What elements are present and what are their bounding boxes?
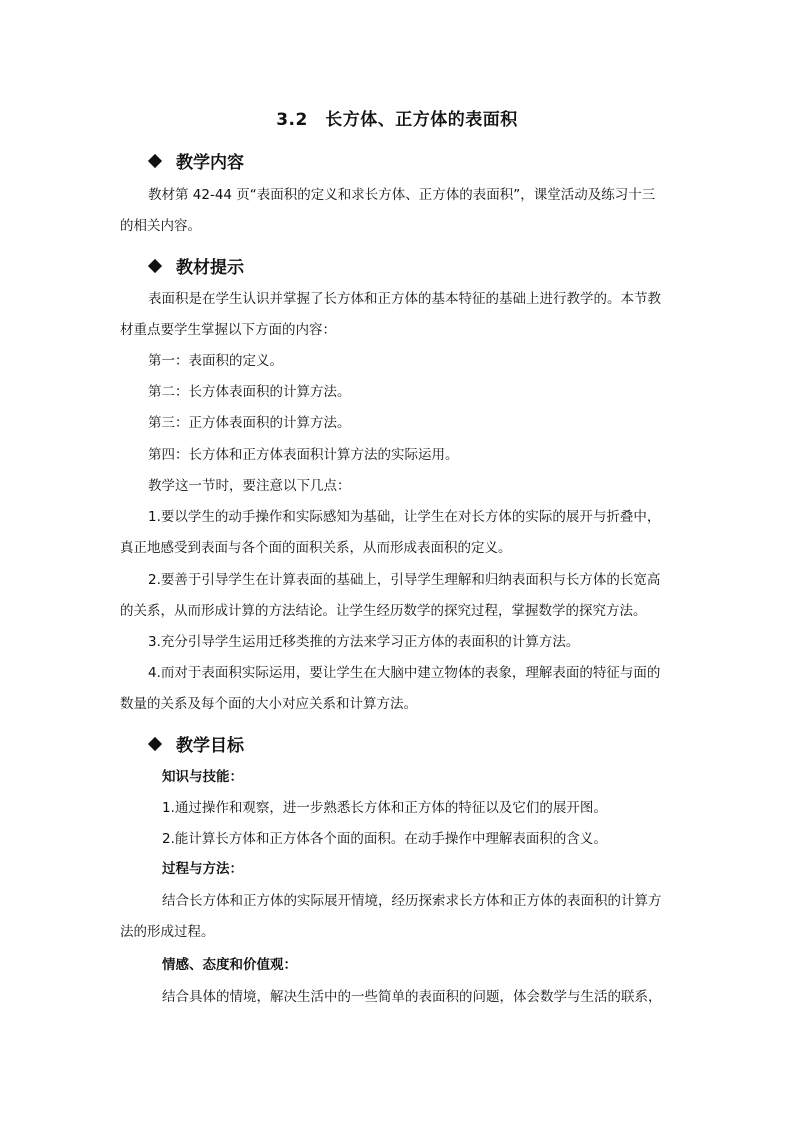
list-item: 1.通过操作和观察，进一步熟悉长方体和正方体的特征以及它们的展开图。 [162,800,607,816]
list-item: 第四：长方体和正方体表面积计算方法的实际运用。 [148,447,459,463]
subheading-knowledge-skills: 知识与技能： [162,769,243,785]
list-item: 2.能计算长方体和正方体各个面的面积。在动手操作中理解表面积的含义。 [162,831,607,847]
paragraph-line: 教学这一节时，要注意以下几点： [148,478,351,494]
diamond-bullet-icon [148,153,162,167]
section-heading-label: 教学内容 [176,153,244,173]
section-heading-label: 教材提示 [176,258,244,278]
paragraph-line: 法的形成过程。 [120,924,215,940]
list-item: 第一：表面积的定义。 [148,353,283,369]
subheading-emotion-attitude: 情感、态度和价值观： [162,957,297,973]
list-item: 4.而对于表面积实际运用，要让学生在大脑中建立物体的表象，理解表面的特征与面的 [148,665,661,681]
section-heading-content [148,148,244,173]
paragraph-line: 的关系，从而形成计算的方法结论。让学生经历数学的探究过程，掌握数学的探究方法。 [120,603,647,619]
section-heading-hints [148,253,244,278]
list-item: 1.要以学生的动手操作和实际感知为基础，让学生在对长方体的实际的展开与折叠中， [148,509,661,525]
section-heading-label: 教学目标 [176,736,244,756]
section-heading-goals [148,731,244,756]
paragraph-line: 结合长方体和正方体的实际展开情境，经历探索求长方体和正方体的表面积的计算方 [162,893,662,909]
list-item: 第二：长方体表面积的计算方法。 [148,384,351,400]
list-item: 2.要善于引导学生在计算表面的基础上，引导学生理解和归纳表面积与长方体的长宽高 [148,572,661,588]
page-title: 3.2 长方体、正方体的表面积 [276,110,518,130]
diamond-bullet-icon [148,258,162,272]
paragraph-line: 教材第 42-44 页“表面积的定义和求长方体、正方体的表面积”，课堂活动及练习十三 [148,187,656,203]
list-item: 3.充分引导学生运用迁移类推的方法来学习正方体的表面积的计算方法。 [148,634,580,650]
paragraph-line: 真正地感受到表面与各个面的面积关系，从而形成表面积的定义。 [120,540,512,556]
diamond-bullet-icon [148,736,162,750]
subheading-process-method: 过程与方法： [162,861,243,877]
paragraph-line: 表面积是在学生认识并掌握了长方体和正方体的基本特征的基础上进行教学的。本节教 [148,291,661,307]
paragraph-line: 材重点要学生掌握以下方面的内容： [120,322,336,338]
paragraph-line: 的相关内容。 [120,218,201,234]
paragraph-line: 结合具体的情境，解决生活中的一些简单的表面积的问题，体会数学与生活的联系， [162,989,662,1005]
paragraph-line: 数量的关系及每个面的大小对应关系和计算方法。 [120,696,417,712]
list-item: 第三：正方体表面积的计算方法。 [148,415,351,431]
